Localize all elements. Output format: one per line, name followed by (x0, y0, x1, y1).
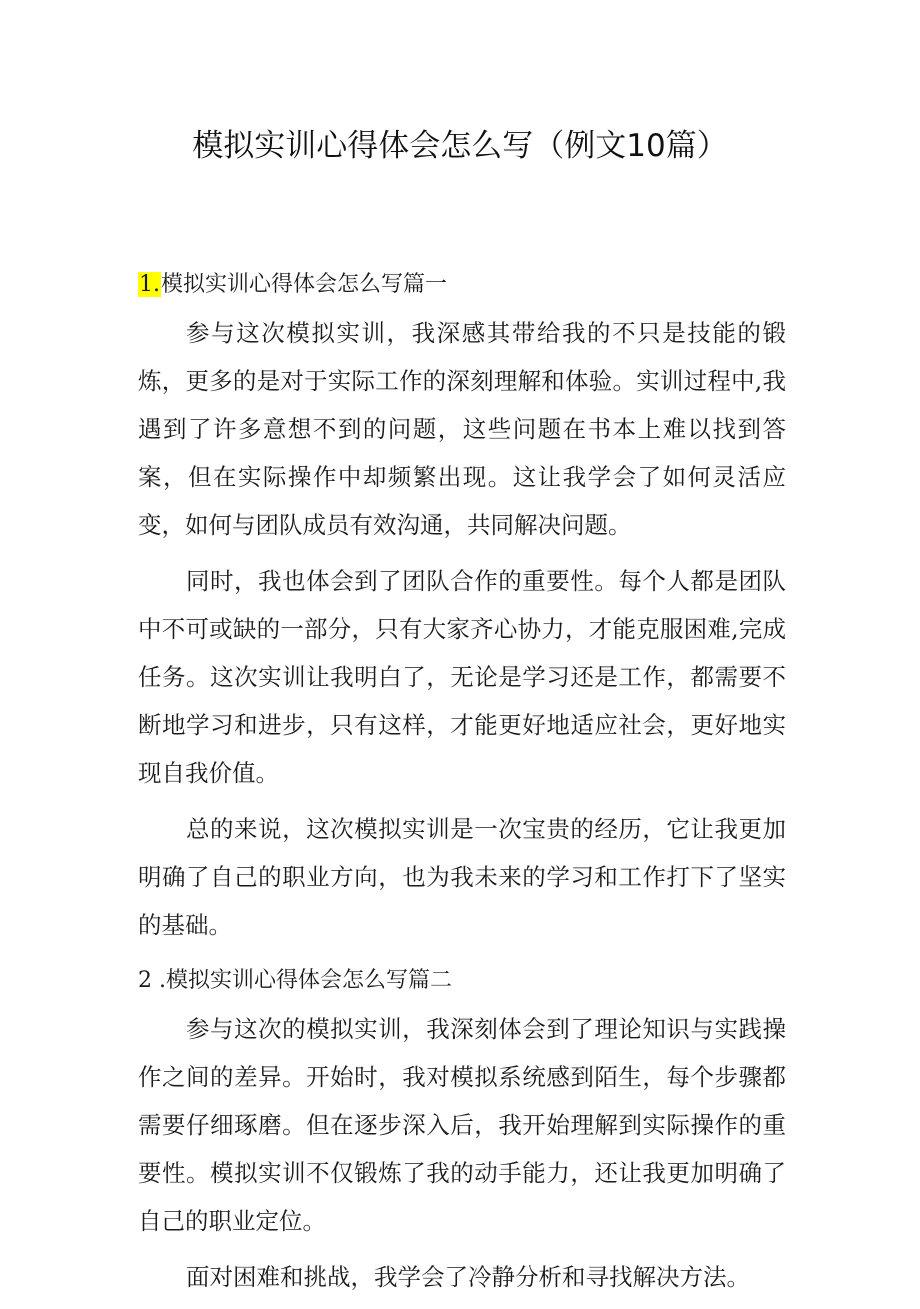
section-number: 2 . (138, 968, 166, 993)
section-heading-text: 模拟实训心得体会怎么写篇一 (161, 272, 448, 297)
section-heading-2 (138, 957, 786, 1005)
paragraph: 面对困难和挑战，我学会了冷静分析和寻找解决方法。 (186, 1263, 750, 1291)
paragraph: 总的来说，这次模拟实训是一次宝贵的经历，它让我更加明确了自己的职业方向，也为我未来的学习和工作打下了坚实的基础。 (138, 815, 786, 939)
paragraph: 参与这次的模拟实训，我深刻体会到了理论知识与实践操作之间的差异。开始时，我对模拟系统感到陌生，每个步骤都需要仔细琢磨。但在逐步深入后，我开始理解到实际操作的重要性。模拟实训不仅锻炼了我的动手能力，还让我更加明确了自己的职业定位。 (138, 1015, 786, 1235)
document-body (138, 261, 786, 1309)
document-title: 模拟实训心得体会怎么写（例文10篇） (192, 128, 728, 164)
section-heading-text: 模拟实训心得体会怎么写篇二 (165, 968, 452, 993)
paragraph: 同时，我也体会到了团队合作的重要性。每个人都是团队中不可或缺的一部分，只有大家齐心协力，才能克服困难,完成任务。这次实训让我明白了，无论是学习还是工作，都需要不断地学习和进步，只有这样，才能更好地适应社会，更好地实现自我价值。 (138, 567, 786, 787)
paragraph: 参与这次模拟实训，我深感其带给我的不只是技能的锻炼，更多的是对于实际工作的深刻理解和体验。实训过程中,我遇到了许多意想不到的问题，这些问题在书本上难以找到答案，但在实际操作中却频繁出现。这让我学会了如何灵活应变，如何与团队成员有效沟通，共同解决问题。 (138, 319, 786, 539)
section-heading-1 (138, 261, 786, 309)
section-number-highlight: 1. (139, 272, 160, 297)
